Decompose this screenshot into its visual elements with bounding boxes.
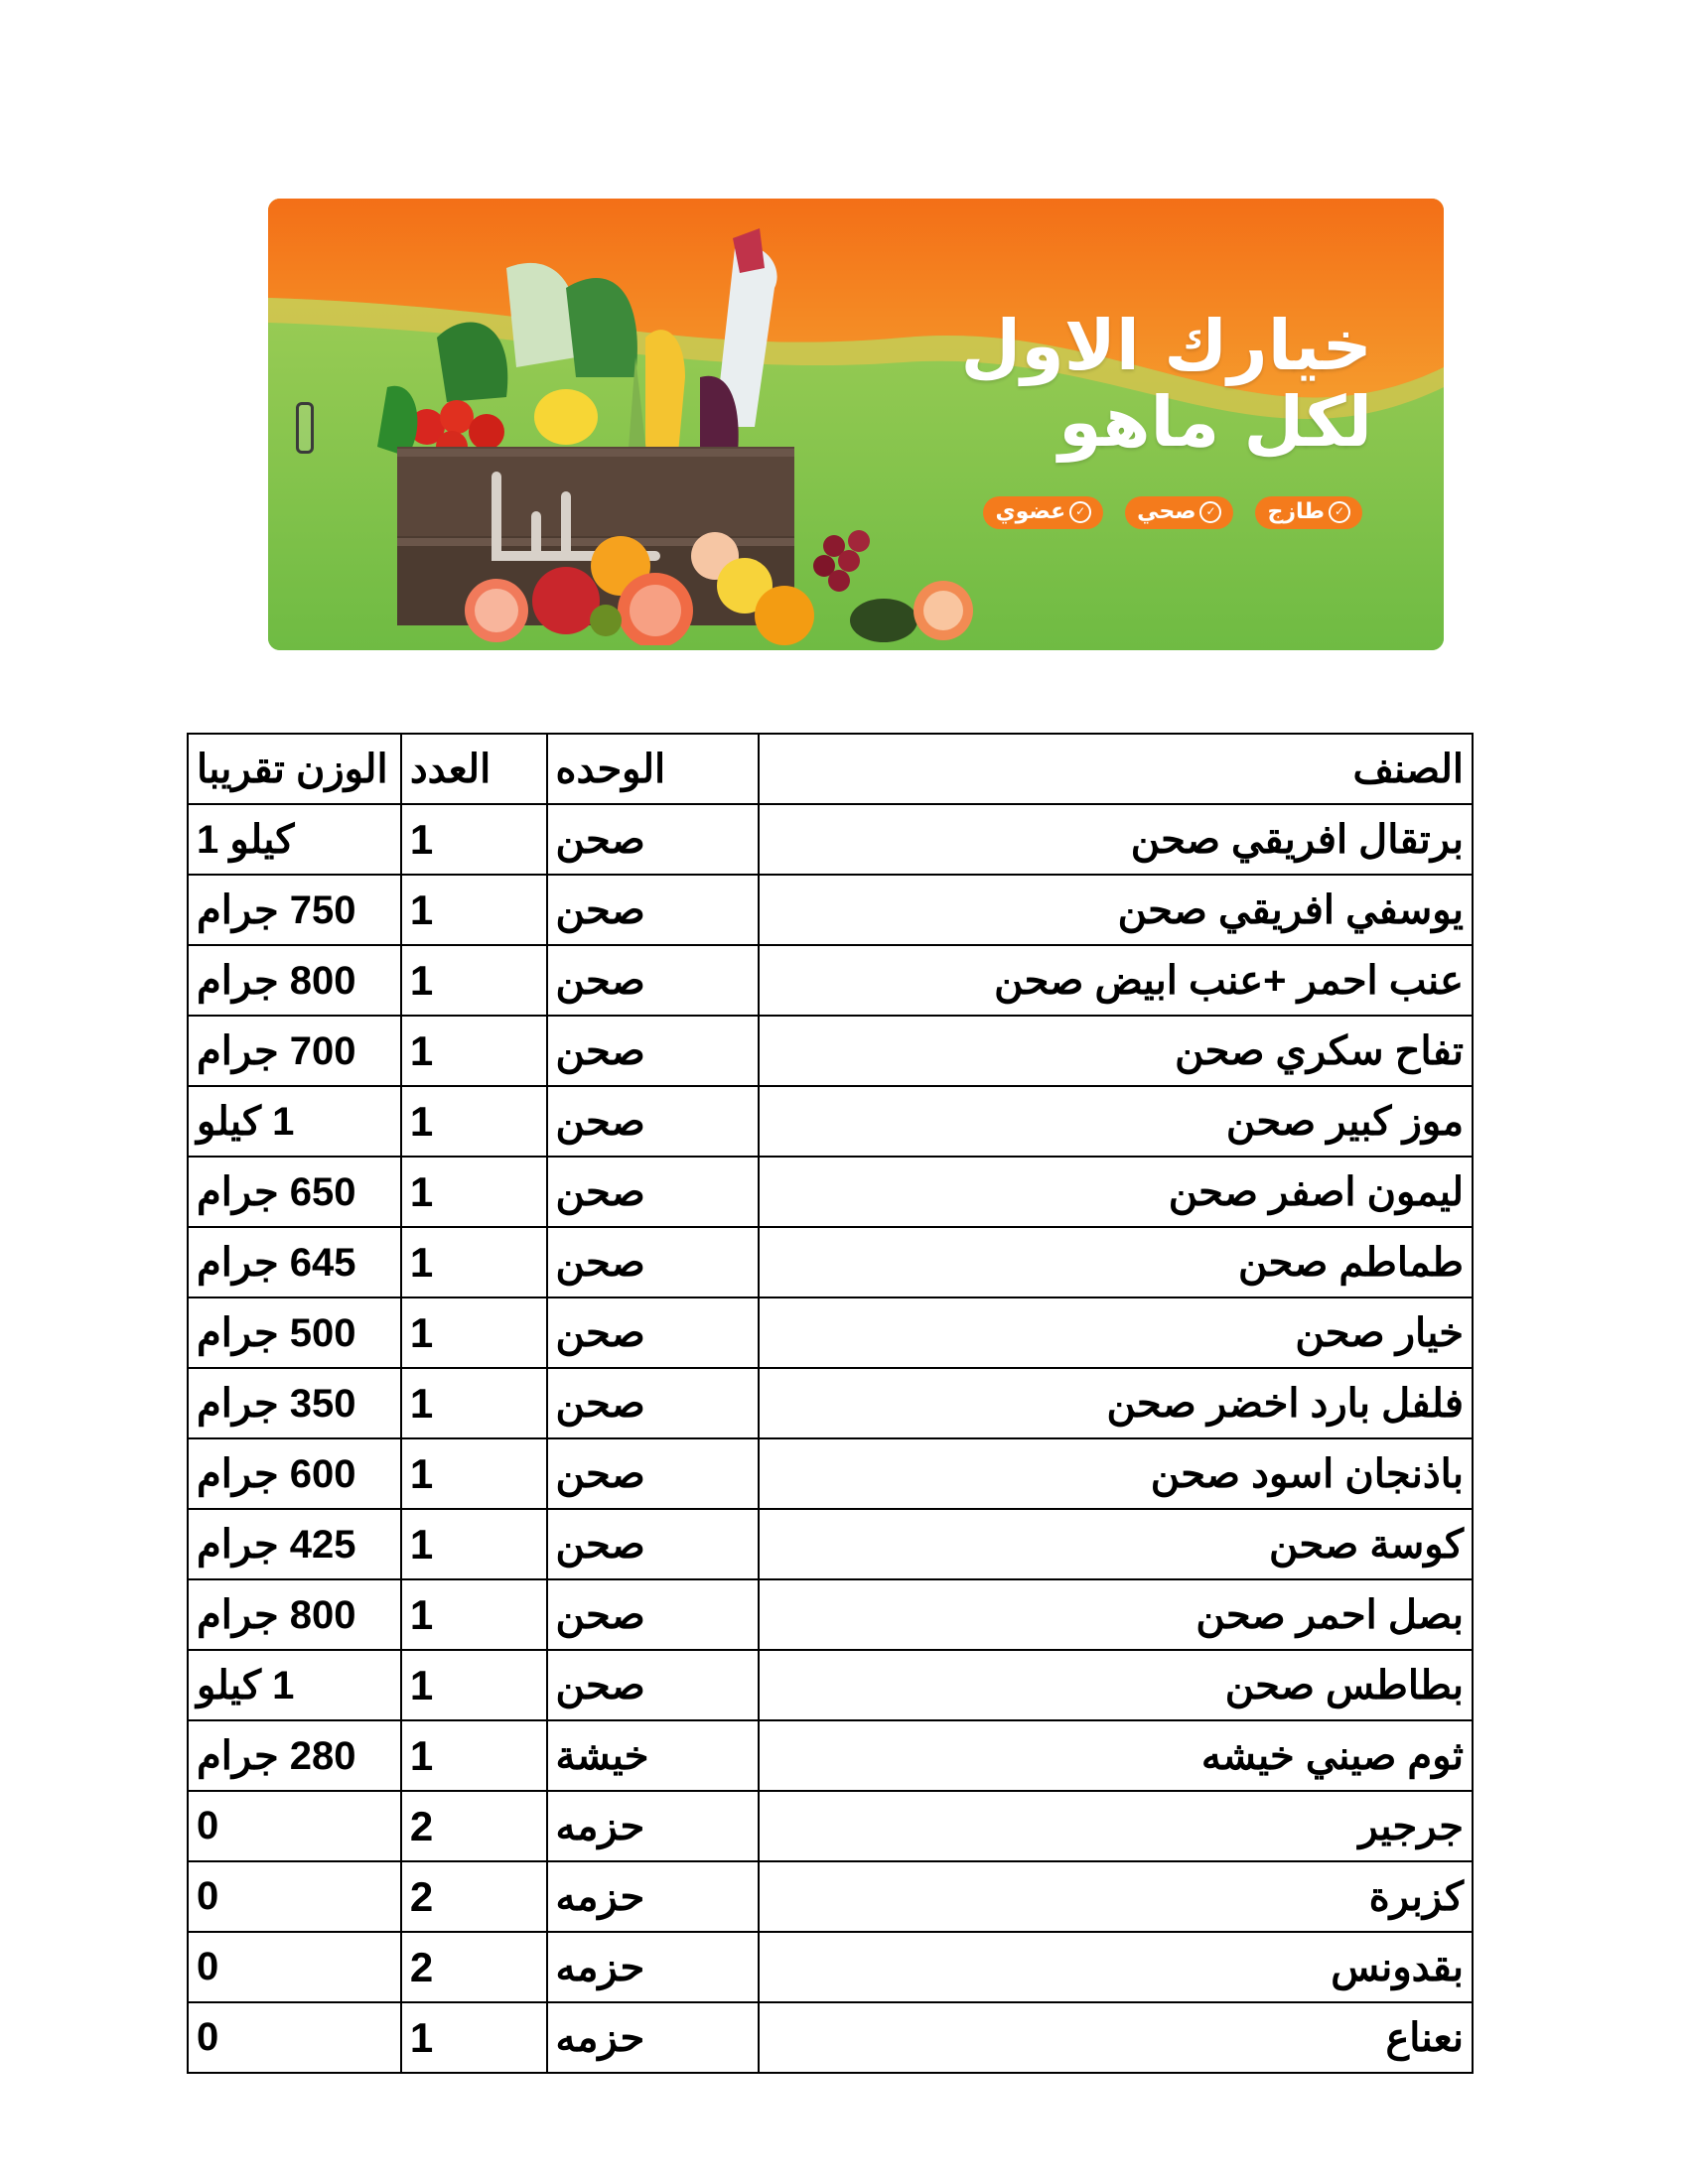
table-row bbox=[188, 1438, 1473, 1509]
table-row bbox=[188, 1157, 1473, 1227]
carousel-handle[interactable] bbox=[296, 402, 314, 454]
cell-item: كوسة صحن bbox=[759, 1509, 1473, 1579]
cell-weight: 750 جرام bbox=[188, 875, 401, 945]
slogan-line-1: خيارك الاول bbox=[960, 305, 1372, 386]
cell-unit: صحن bbox=[547, 875, 760, 945]
cell-item: برتقال افريقي صحن bbox=[759, 804, 1473, 875]
cell-unit: صحن bbox=[547, 1157, 760, 1227]
cell-item: بطاطس صحن bbox=[759, 1650, 1473, 1720]
table-row bbox=[188, 1720, 1473, 1791]
cell-count: 1 bbox=[401, 1579, 547, 1650]
cell-count: 1 bbox=[401, 804, 547, 875]
produce-crate-illustration bbox=[318, 228, 993, 645]
cell-item: عنب احمر +عنب ابيض صحن bbox=[759, 945, 1473, 1016]
cell-count: 1 bbox=[401, 1157, 547, 1227]
cell-count: 1 bbox=[401, 1368, 547, 1438]
cell-count: 2 bbox=[401, 1932, 547, 2002]
cell-count: 2 bbox=[401, 1791, 547, 1861]
table-row bbox=[188, 1016, 1473, 1086]
cell-unit: خيشة bbox=[547, 1720, 760, 1791]
check-icon: ✓ bbox=[1329, 501, 1350, 523]
cell-unit: حزمه bbox=[547, 1791, 760, 1861]
cell-unit: صحن bbox=[547, 1509, 760, 1579]
cell-item: يوسفي افريقي صحن bbox=[759, 875, 1473, 945]
table-row bbox=[188, 945, 1473, 1016]
cell-count: 1 bbox=[401, 1720, 547, 1791]
header-weight: الوزن تقريبا bbox=[188, 734, 401, 804]
check-icon: ✓ bbox=[1069, 501, 1091, 523]
table-header-row bbox=[188, 734, 1473, 804]
cell-item: بصل احمر صحن bbox=[759, 1579, 1473, 1650]
cell-unit: حزمه bbox=[547, 1932, 760, 2002]
cell-count: 1 bbox=[401, 1016, 547, 1086]
cell-unit: صحن bbox=[547, 1297, 760, 1368]
cell-item: باذنجان اسود صحن bbox=[759, 1438, 1473, 1509]
table-row bbox=[188, 1297, 1473, 1368]
table-row bbox=[188, 1509, 1473, 1579]
header-item: الصنف bbox=[759, 734, 1473, 804]
table-body bbox=[188, 804, 1473, 2073]
cell-item: فلفل بارد اخضر صحن bbox=[759, 1368, 1473, 1438]
badge-label: عضوي bbox=[995, 499, 1066, 524]
table-row bbox=[188, 1579, 1473, 1650]
cell-unit: حزمه bbox=[547, 1861, 760, 1932]
badge-fresh bbox=[1255, 496, 1362, 529]
badge-organic bbox=[983, 496, 1103, 529]
cell-weight: 800 جرام bbox=[188, 1579, 401, 1650]
cell-weight: 0 bbox=[188, 1791, 401, 1861]
cell-weight: 650 جرام bbox=[188, 1157, 401, 1227]
table-row bbox=[188, 804, 1473, 875]
cell-unit: صحن bbox=[547, 1227, 760, 1297]
cell-item: بقدونس bbox=[759, 1932, 1473, 2002]
cell-count: 1 bbox=[401, 1438, 547, 1509]
cell-unit: صحن bbox=[547, 804, 760, 875]
cell-weight: 0 bbox=[188, 1861, 401, 1932]
cell-item: موز كبير صحن bbox=[759, 1086, 1473, 1157]
cell-unit: صحن bbox=[547, 1016, 760, 1086]
table-row bbox=[188, 1086, 1473, 1157]
table-row bbox=[188, 2002, 1473, 2073]
cell-weight: 700 جرام bbox=[188, 1016, 401, 1086]
table-row bbox=[188, 1932, 1473, 2002]
table-row bbox=[188, 1861, 1473, 1932]
cell-item: كزبرة bbox=[759, 1861, 1473, 1932]
cell-unit: صحن bbox=[547, 1579, 760, 1650]
cell-item: نعناع bbox=[759, 2002, 1473, 2073]
header-count: العدد bbox=[401, 734, 547, 804]
badge-label: طازج bbox=[1267, 499, 1325, 524]
cell-count: 1 bbox=[401, 1297, 547, 1368]
cell-weight: كيلو 1 bbox=[188, 804, 401, 875]
cell-count: 1 bbox=[401, 1086, 547, 1157]
cell-unit: صحن bbox=[547, 1368, 760, 1438]
cell-weight: 0 bbox=[188, 1932, 401, 2002]
table-row bbox=[188, 1227, 1473, 1297]
banner-slogan bbox=[960, 305, 1373, 463]
cell-unit: صحن bbox=[547, 945, 760, 1016]
slogan-line-2: لكل ماهو bbox=[1058, 381, 1372, 463]
cell-weight: 600 جرام bbox=[188, 1438, 401, 1509]
cell-weight: 0 bbox=[188, 2002, 401, 2073]
header-unit: الوحده bbox=[547, 734, 760, 804]
produce-order-table bbox=[187, 733, 1474, 2074]
cell-unit: صحن bbox=[547, 1438, 760, 1509]
cell-count: 1 bbox=[401, 1227, 547, 1297]
cell-count: 1 bbox=[401, 945, 547, 1016]
check-icon: ✓ bbox=[1199, 501, 1221, 523]
cell-weight: 1 كيلو bbox=[188, 1650, 401, 1720]
feature-badges bbox=[983, 496, 1362, 529]
cell-item: جرجير bbox=[759, 1791, 1473, 1861]
cell-weight: 645 جرام bbox=[188, 1227, 401, 1297]
cell-item: تفاح سكري صحن bbox=[759, 1016, 1473, 1086]
badge-label: صحي bbox=[1137, 499, 1196, 524]
table-row bbox=[188, 1368, 1473, 1438]
cell-weight: 500 جرام bbox=[188, 1297, 401, 1368]
badge-healthy bbox=[1125, 496, 1233, 529]
table-row bbox=[188, 875, 1473, 945]
cell-item: ثوم صيني خيشه bbox=[759, 1720, 1473, 1791]
cell-unit: حزمه bbox=[547, 2002, 760, 2073]
cell-count: 1 bbox=[401, 2002, 547, 2073]
cell-item: خيار صحن bbox=[759, 1297, 1473, 1368]
promo-banner bbox=[268, 199, 1444, 650]
table-row bbox=[188, 1791, 1473, 1861]
cell-count: 1 bbox=[401, 875, 547, 945]
cell-weight: 1 كيلو bbox=[188, 1086, 401, 1157]
cell-unit: صحن bbox=[547, 1650, 760, 1720]
cell-weight: 425 جرام bbox=[188, 1509, 401, 1579]
cell-count: 1 bbox=[401, 1650, 547, 1720]
table-row bbox=[188, 1650, 1473, 1720]
cell-item: طماطم صحن bbox=[759, 1227, 1473, 1297]
cell-item: ليمون اصفر صحن bbox=[759, 1157, 1473, 1227]
cell-weight: 350 جرام bbox=[188, 1368, 401, 1438]
cell-weight: 800 جرام bbox=[188, 945, 401, 1016]
cell-count: 1 bbox=[401, 1509, 547, 1579]
cell-unit: صحن bbox=[547, 1086, 760, 1157]
cell-weight: 280 جرام bbox=[188, 1720, 401, 1791]
cell-count: 2 bbox=[401, 1861, 547, 1932]
